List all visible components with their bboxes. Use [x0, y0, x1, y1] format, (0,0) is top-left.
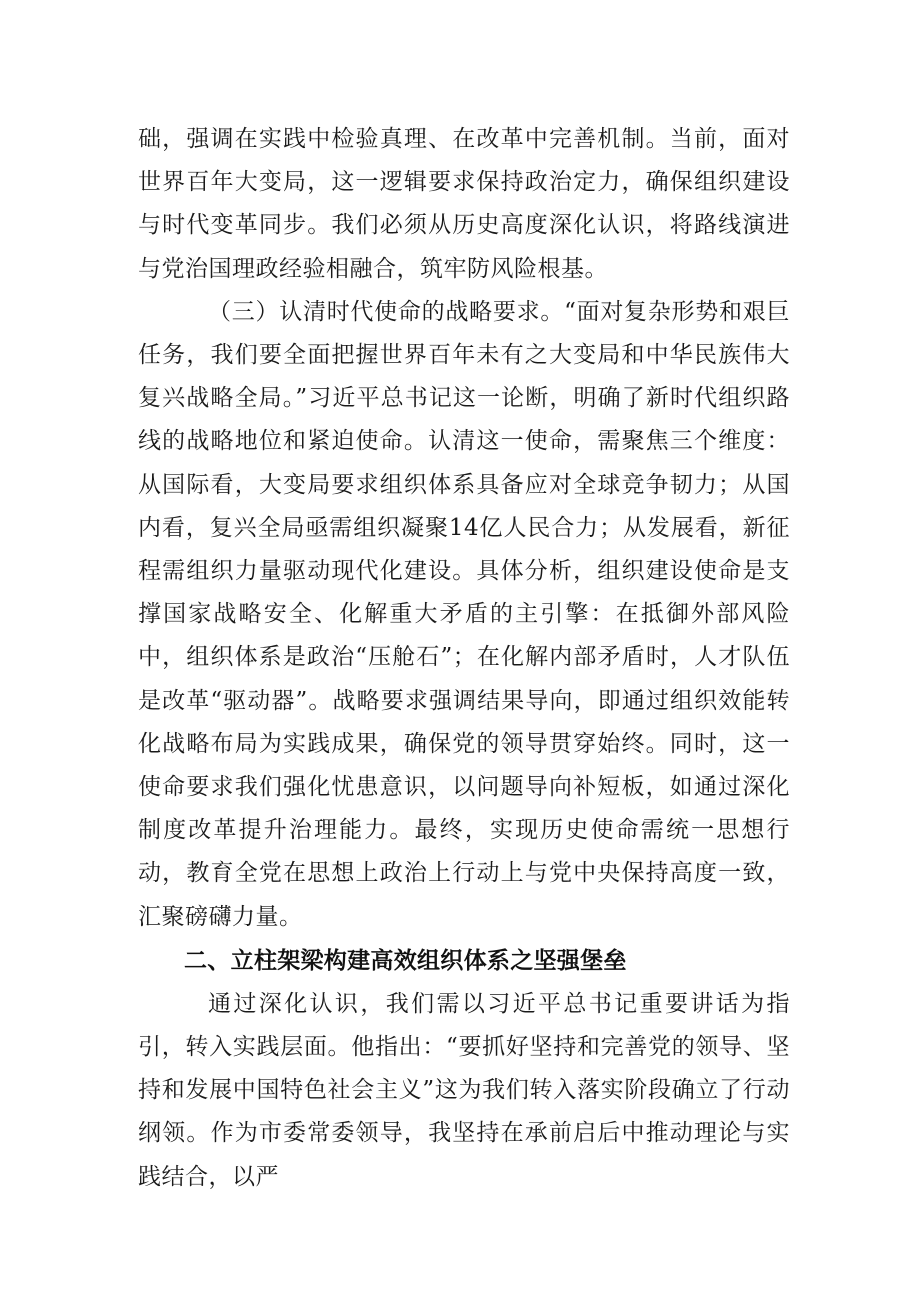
body-paragraph-practice: 通过深化认识，我们需以习近平总书记重要讲话为指引，转入实践层面。他指出：“要抓好坚持和完善党的领导、坚持和发展中国特色社会主义”这为我们转入落实阶段确立了行动纲领。作为市委常委领导，我坚持在承前启后中推动理论与实践结合，以严	[138, 990, 790, 1190]
body-paragraph-continued: 础，强调在实践中检验真理、在改革中完善机制。当前，面对世界百年大变局，这一逻辑要求保持政治定力，确保组织建设与时代变革同步。我们必须从历史高度深化认识，将路线演进与党治国理政经验相融合，筑牢防风险根基。	[138, 126, 790, 282]
section-heading: 二、立柱架梁构建高效组织体系之坚强堡垒	[184, 947, 627, 974]
body-paragraph-mission: （三）认清时代使命的战略要求。“面对复杂形势和艰巨任务，我们要全面把握世界百年未有之大变局和中华民族伟大复兴战略全局。”习近平总书记这一论断，明确了新时代组织路线的战略地位和紧迫使命。认清这一使命，需聚焦三个维度：从国际看，大变局要求组织体系具备应对全球竞争韧力；从国内看，复兴全局亟需组织凝聚14亿人民合力；从发展看，新征程需组织力量驱动现代化建设。具体分析，组织建设使命是支撑国家战略安全、化解重大矛盾的主引擎：在抵御外部风险中，组织体系是政治“压舱石”；在化解内部矛盾时，人才队伍是改革“驱动器”。战略要求强调结果导向，即通过组织效能转化战略布局为实践成果，确保党的领导贯穿始终。同时，这一使命要求我们强化忧患意识，以问题导向补短板，如通过深化制度改革提升治理能力。最终，实现历史使命需统一思想行动，教育全党在思想上政治上行动上与党中央保持高度一致，汇聚磅礴力量。	[138, 298, 790, 930]
